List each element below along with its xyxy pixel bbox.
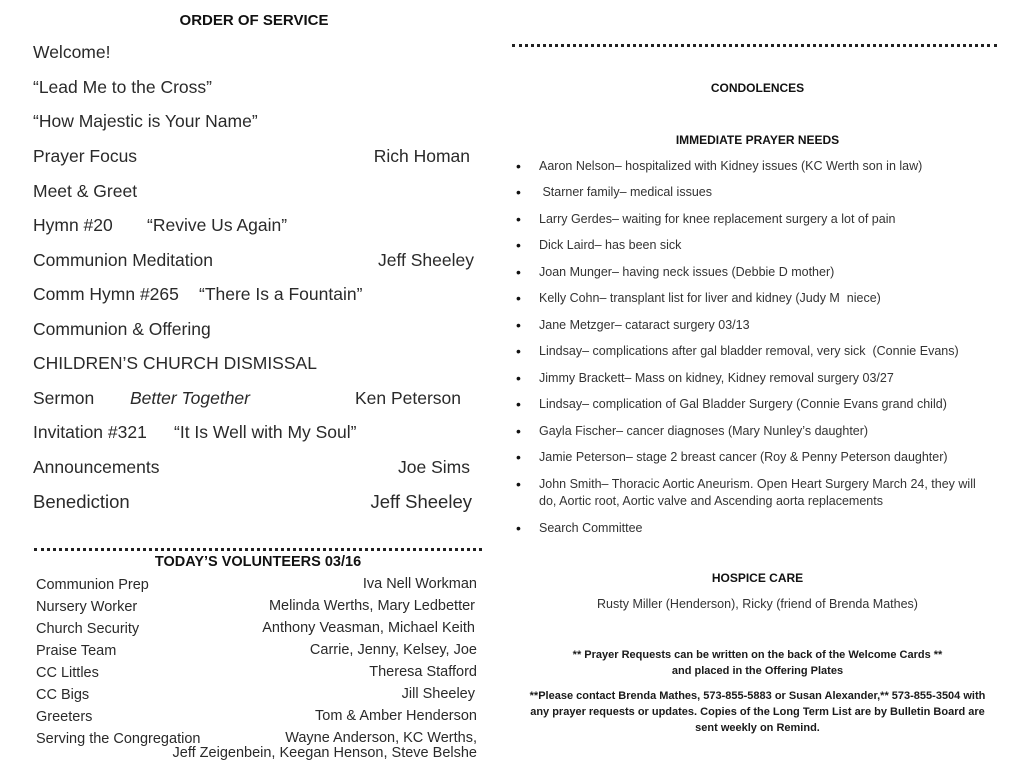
service-item xyxy=(33,77,473,101)
prayer-item xyxy=(516,317,994,334)
prayer-item xyxy=(516,423,994,440)
volunteer-row xyxy=(36,709,477,729)
bullet-icon: • xyxy=(516,317,521,333)
volunteer-names: Anthony Veasman, Michael Keith xyxy=(262,620,475,636)
service-item-label: Benediction xyxy=(33,491,130,512)
prayer-item xyxy=(516,343,994,360)
bullet-icon: • xyxy=(516,290,521,306)
service-item xyxy=(33,491,473,515)
service-item-detail: “It Is Well with My Soul” xyxy=(174,422,357,442)
volunteer-role: Church Security xyxy=(36,621,140,637)
bullet-icon: • xyxy=(516,211,521,227)
bullet-icon: • xyxy=(516,476,521,492)
prayer-item-text: Dick Laird– has been sick xyxy=(539,238,682,252)
prayer-item xyxy=(516,520,994,537)
volunteer-role: Nursery Worker xyxy=(36,599,138,615)
service-item xyxy=(33,181,473,205)
prayer-item-text: Jane Metzger– cataract surgery 03/13 xyxy=(539,318,750,332)
service-item-label: Welcome! xyxy=(33,42,111,62)
prayer-item xyxy=(516,184,994,201)
volunteer-row xyxy=(36,665,477,685)
prayer-item-text: Larry Gerdes– waiting for knee replacement surgery a lot of pain xyxy=(539,212,896,226)
hospice-title: HOSPICE CARE xyxy=(711,571,804,585)
volunteer-names: Iva Nell Workman xyxy=(362,576,477,592)
service-item-person: Jeff Sheeley xyxy=(378,250,474,270)
volunteer-role: Serving the Congregation xyxy=(36,731,201,747)
prayer-item-text: Kelly Cohn– transplant list for liver and kidney (Judy M niece) xyxy=(539,291,881,305)
volunteer-names-line: Jeff Zeigenbein, Keegan Henson, Steve Belshe xyxy=(172,745,477,761)
service-item xyxy=(33,42,473,66)
volunteers-title: TODAY’S VOLUNTEERS 03/16 xyxy=(154,554,362,570)
dotted-divider xyxy=(34,548,482,551)
volunteer-row xyxy=(36,687,477,707)
service-item-label: Hymn #20 xyxy=(33,215,113,235)
dotted-divider xyxy=(512,44,997,47)
bullet-icon: • xyxy=(516,158,521,174)
prayer-item xyxy=(516,237,994,254)
right-panel xyxy=(500,0,1015,784)
service-item xyxy=(33,250,473,274)
volunteer-names: Theresa Stafford xyxy=(369,664,477,680)
volunteer-names: Tom & Amber Henderson xyxy=(315,708,477,724)
prayer-item xyxy=(516,158,994,175)
service-item xyxy=(33,319,473,343)
volunteer-names: Melinda Werths, Mary Ledbetter xyxy=(268,598,475,614)
condolences-title: CONDOLENCES xyxy=(710,81,805,95)
contact-note: **Please contact Brenda Mathes, 573-855-5883 or Susan Alexander,** 573-855-3504 with any prayer requests or updates. Copies of the Long Term List are by Bulletin Board are sent weekly on Remind. xyxy=(529,690,986,734)
order-of-service-title: ORDER OF SERVICE xyxy=(179,12,329,29)
prayer-item xyxy=(516,476,989,510)
prayer-card-note-line: and placed in the Offering Plates xyxy=(671,665,844,677)
service-item-label: Communion & Offering xyxy=(33,319,211,339)
bullet-icon: • xyxy=(516,370,521,386)
volunteer-role: Communion Prep xyxy=(36,577,149,593)
service-item-label: “Lead Me to the Cross” xyxy=(33,77,212,97)
prayer-item-text: Jamie Peterson– stage 2 breast cancer (Roy & Penny Peterson daughter) xyxy=(539,450,948,464)
service-item-person: Ken Peterson xyxy=(354,388,461,408)
prayer-item xyxy=(516,264,994,281)
hospice-text: Rusty Miller (Henderson), Ricky (friend of Brenda Mathes) xyxy=(597,597,918,611)
volunteer-role: CC Littles xyxy=(36,665,99,681)
volunteer-row xyxy=(36,599,477,619)
prayer-item-text: Lindsay– complications after gal bladder removal, very sick (Connie Evans) xyxy=(539,344,959,358)
service-item-label: Prayer Focus xyxy=(33,146,138,166)
service-item-person: Jeff Sheeley xyxy=(370,491,472,512)
bullet-icon: • xyxy=(516,449,521,465)
left-panel xyxy=(0,0,500,784)
prayer-card-note-line: ** Prayer Requests can be written on the back of the Welcome Cards ** xyxy=(572,649,943,661)
bullet-icon: • xyxy=(516,343,521,359)
prayer-item xyxy=(516,211,994,228)
prayer-item xyxy=(516,449,994,466)
service-item xyxy=(33,111,473,135)
prayer-item-text: Joan Munger– having neck issues (Debbie D mother) xyxy=(539,265,835,279)
service-item-detail: “There Is a Fountain” xyxy=(199,284,363,304)
prayer-item-text: Gayla Fischer– cancer diagnoses (Mary Nunley’s daughter) xyxy=(539,424,869,438)
service-item xyxy=(33,146,473,170)
service-item xyxy=(33,457,473,481)
prayer-item xyxy=(516,396,994,413)
volunteer-row xyxy=(36,731,477,765)
service-item-label: Invitation #321 xyxy=(33,422,147,442)
service-item-label: Communion Meditation xyxy=(33,250,213,270)
bullet-icon: • xyxy=(516,396,521,412)
volunteer-names: Jill Sheeley xyxy=(401,686,475,702)
service-item-label: Sermon xyxy=(33,388,95,408)
service-item-person: Rich Homan xyxy=(373,146,470,166)
prayer-item-text: Aaron Nelson– hospitalized with Kidney issues (KC Werth son in law) xyxy=(539,159,923,173)
prayer-item-text: Search Committee xyxy=(539,521,643,535)
bullet-icon: • xyxy=(516,237,521,253)
prayer-item-text: Lindsay– complication of Gal Bladder Surgery (Connie Evans grand child) xyxy=(539,397,947,411)
prayer-item-text: Jimmy Brackett– Mass on kidney, Kidney removal surgery 03/27 xyxy=(539,371,894,385)
volunteer-role: Praise Team xyxy=(36,643,117,659)
service-item-label: “How Majestic is Your Name” xyxy=(33,111,258,131)
sermon-title: Better Together xyxy=(130,388,250,408)
service-item-label: Announcements xyxy=(33,457,160,477)
service-item-detail: “Revive Us Again” xyxy=(147,215,288,235)
service-item xyxy=(33,215,473,239)
volunteer-row xyxy=(36,577,477,597)
volunteer-names-line: Wayne Anderson, KC Werths, xyxy=(285,730,477,746)
bullet-icon: • xyxy=(516,264,521,280)
service-item-label: CHILDREN’S CHURCH DISMISSAL xyxy=(33,353,317,373)
prayer-item xyxy=(516,290,994,307)
service-item-label: Meet & Greet xyxy=(33,181,138,201)
volunteer-row xyxy=(36,621,477,641)
bullet-icon: • xyxy=(516,423,521,439)
service-item-person: Joe Sims xyxy=(398,457,470,477)
bullet-icon: • xyxy=(516,520,521,536)
bullet-icon: • xyxy=(516,184,521,200)
prayer-card-note xyxy=(510,647,1005,679)
prayer-item-text: John Smith– Thoracic Aortic Aneurism. Open Heart Surgery March 24, they will do, Aortic root, Aortic valve and Ascending aorta replacements xyxy=(539,477,976,508)
prayer-item-text: Starner family– medical issues xyxy=(539,185,712,199)
volunteer-role: Greeters xyxy=(36,709,93,725)
volunteer-names xyxy=(173,731,477,761)
prayer-needs-title: IMMEDIATE PRAYER NEEDS xyxy=(675,133,840,147)
service-item xyxy=(33,284,473,308)
service-item-label: Comm Hymn #265 xyxy=(33,284,179,304)
volunteer-row xyxy=(36,643,477,663)
volunteer-names: Carrie, Jenny, Kelsey, Joe xyxy=(309,642,477,658)
volunteer-role: CC Bigs xyxy=(36,687,90,703)
service-item xyxy=(33,422,473,446)
service-item xyxy=(33,388,473,412)
service-item xyxy=(33,353,473,377)
prayer-item xyxy=(516,370,994,387)
